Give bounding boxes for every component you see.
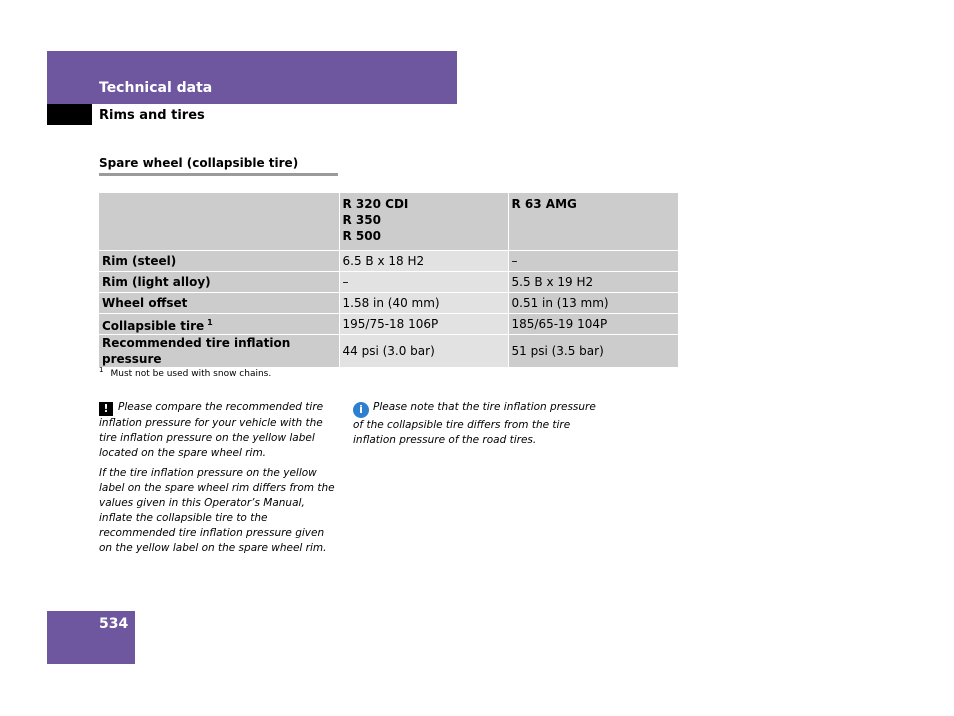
row-value: 51 psi (3.5 bar) [508,335,678,368]
section-marker [47,104,92,125]
table-row [99,272,678,293]
row-value: 195/75-18 106P [339,314,508,335]
table-title: Spare wheel (collapsible tire) [99,156,299,170]
row-value: – [508,251,678,272]
footnote-marker: 1 [99,366,104,374]
table-row [99,293,678,314]
row-label: Rim (steel) [99,251,339,272]
header-band [47,51,457,104]
row-value: – [339,272,508,293]
warning-text-2: If the tire inflation pressure on the yellow label on the spare wheel rim differs from the values given in this Operator’s Manual, inflate the collapsible tire to the recommended tire inflation pressure given on the yellow label on the spare wheel rim. [99,467,335,554]
warning-note [99,400,339,561]
table-header-row [99,193,678,251]
info-text: Please note that the tire inflation pressure of the collapsible tire differs from the tire inflation pressure of the road tires. [353,401,596,446]
page-number: 534 [99,616,129,632]
title-underline [99,173,338,176]
table-row [99,335,678,368]
row-value: 185/65-19 104P [508,314,678,335]
section-subtitle: Rims and tires [99,108,205,123]
warning-text: Please compare the recommended tire inflation pressure for your vehicle with the tire inflation pressure on the yellow label located on the spare wheel rim. [99,401,324,459]
header-model: R 350 [342,213,381,227]
row-label-cell [99,314,339,335]
row-value: 0.51 in (13 mm) [508,293,678,314]
table-row [99,314,678,335]
table-row [99,251,678,272]
header-empty-cell [99,193,339,251]
footnote-ref: 1 [207,317,213,327]
row-label: Rim (light alloy) [99,272,339,293]
info-icon: i [353,402,369,418]
row-label: Wheel offset [99,293,339,314]
header-model: R 500 [342,229,381,243]
row-label: Collapsible tire [102,318,205,333]
row-value: 6.5 B x 18 H2 [339,251,508,272]
row-label: Recommended tire inflation pressure [99,335,339,368]
info-note [353,400,598,448]
header-model: R 320 CDI [342,197,409,211]
row-value: 1.58 in (40 mm) [339,293,508,314]
footnote-text: Must not be used with snow chains. [110,369,272,379]
header-models-cell [339,193,508,251]
row-value: 44 psi (3.0 bar) [339,335,508,368]
chapter-title: Technical data [99,80,213,96]
warning-icon: ! [99,402,113,416]
row-value: 5.5 B x 19 H2 [508,272,678,293]
spare-wheel-table [99,193,678,368]
footnote [99,366,271,379]
header-amg-cell: R 63 AMG [508,193,678,251]
